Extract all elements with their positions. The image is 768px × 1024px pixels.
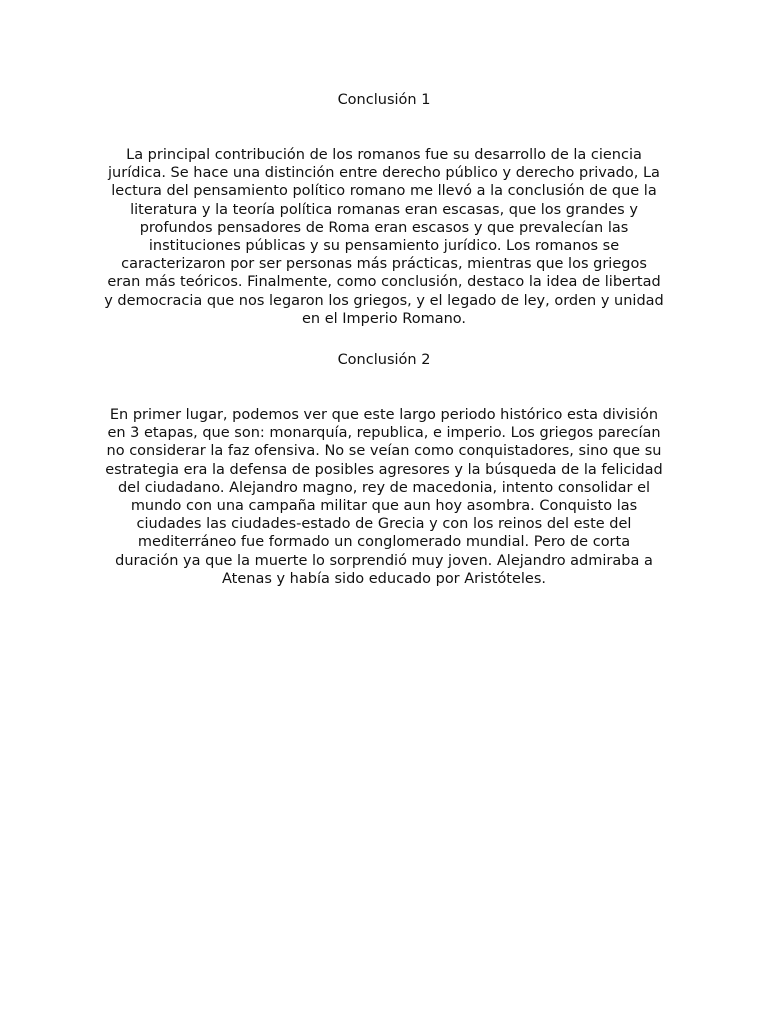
section-body-conclusion-2: En primer lugar, podemos ver que este largo periodo histórico esta división en 3 etapas, que son: monarquía, republica, e imperio. Los griegos parecían no considerar la faz ofensiva. No se veían como conquistadores, sino que su estrategia era la defensa de posibles agresores y la búsqueda de la felicidad del ciudadano. Alejandro magno, rey de macedonia, intento consolidar el mundo con una campaña militar que aun hoy asombra. Conquisto las ciudades las ciudades-estado de Grecia y con los reinos del este del mediterráneo fue formado un conglomerado mundial. Pero de corta duración ya que la muerte lo sorprendió muy joven. Alejandro admiraba a Atenas y había sido educado por Aristóteles. (105, 407, 663, 587)
section-heading-conclusion-2: Conclusión 2 (337, 352, 431, 368)
section-heading-conclusion-1: Conclusión 1 (337, 92, 431, 108)
section-body-conclusion-1: La principal contribución de los romanos fue su desarrollo de la ciencia jurídica. Se hace una distinción entre derecho público y derecho privado, La lectura del pensamiento político romano me llevó a la conclusión de que la literatura y la teoría política romanas eran escasas, que los grandes y profundos pensadores de Roma eran escasos y que prevalecían las instituciones públicas y su pensamiento jurídico. Los romanos se caracterizaron por ser personas más prácticas, mientras que los griegos eran más teóricos. Finalmente, como conclusión, destaco la idea de libertad y democracia que nos legaron los griegos, y el legado de ley, orden y unidad en el Imperio Romano. (104, 147, 664, 327)
